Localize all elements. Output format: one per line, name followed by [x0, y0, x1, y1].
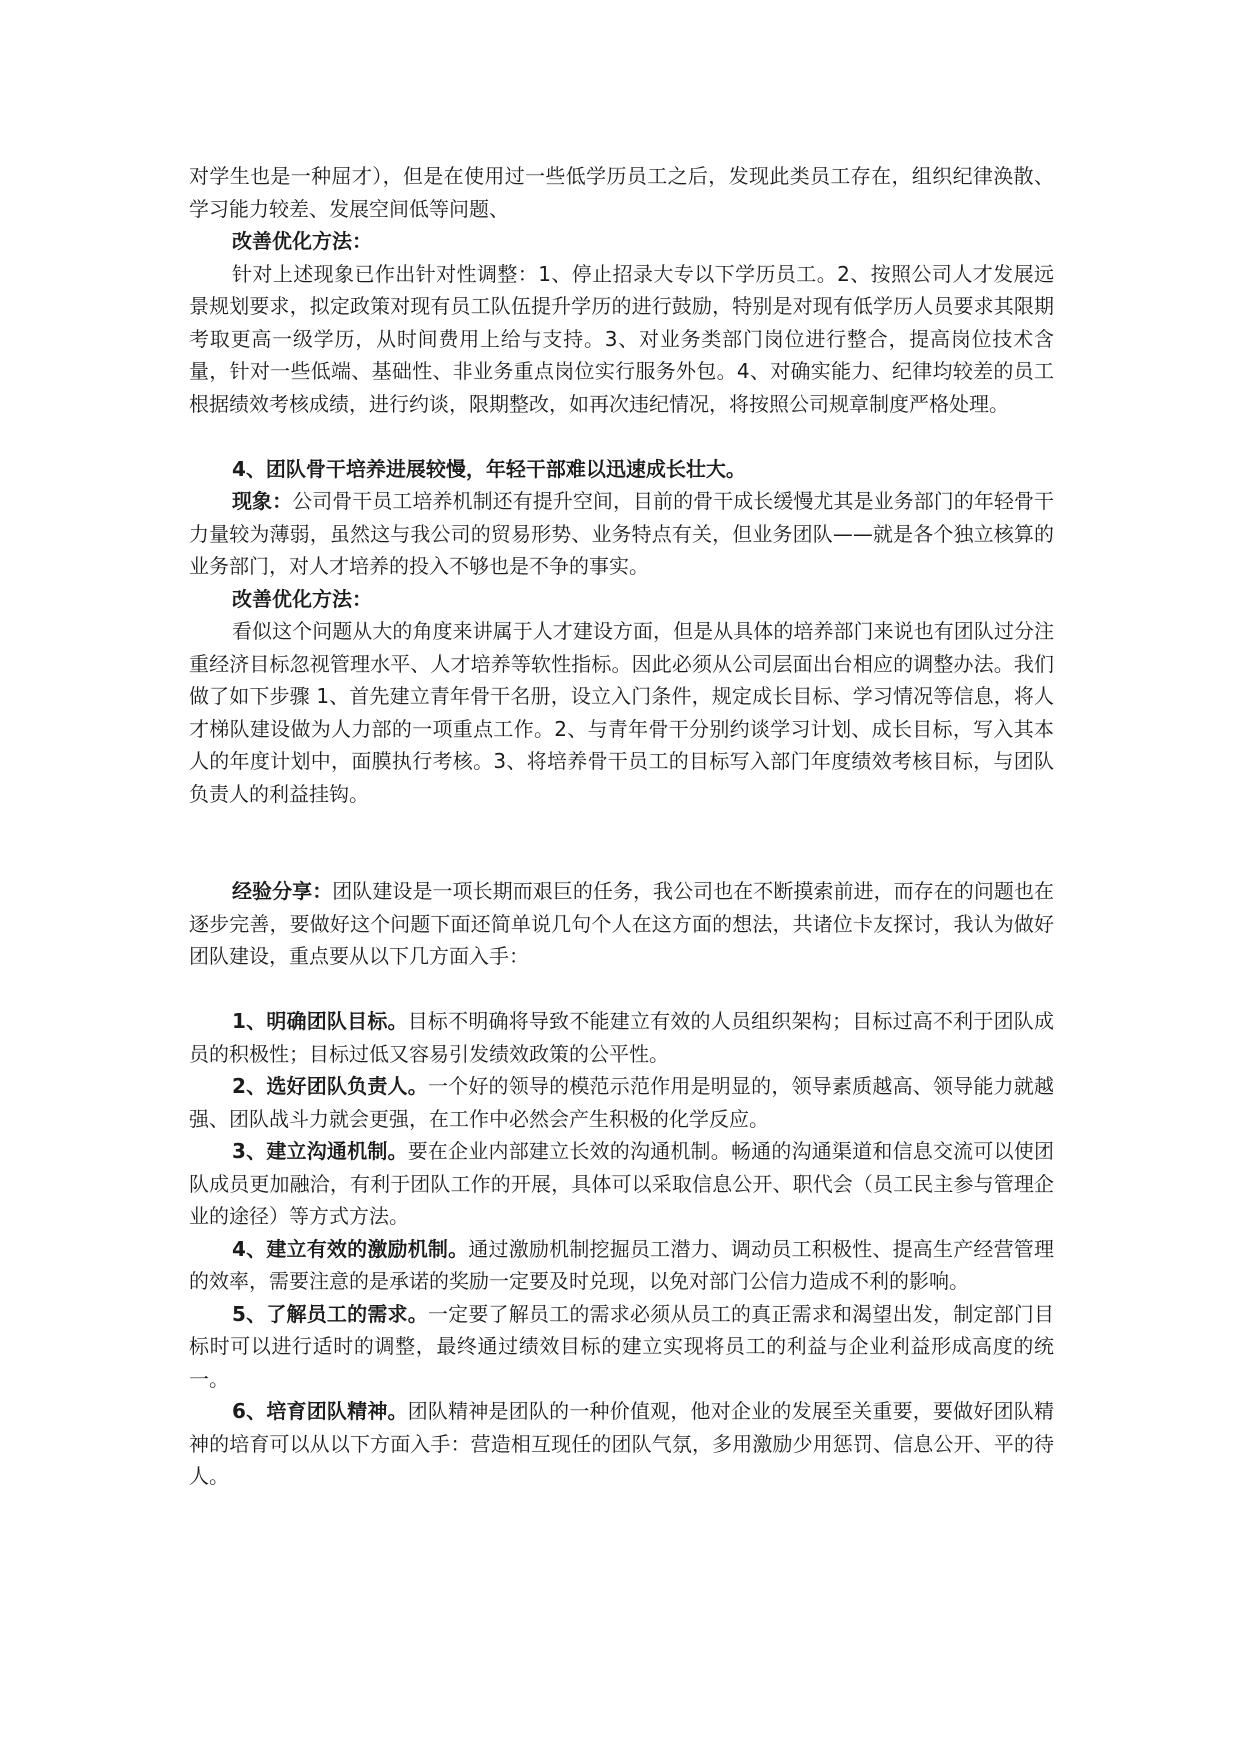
section-4-method-text: 看似这个问题从大的角度来讲属于人才建设方面，但是从具体的培养部门来说也有团队过分注重经济目标忽视管理水平、人才培养等软性指标。因此必须从公司层面出台相应的调整办法。我们做了如下步骤 1、首先建立青年骨干名册，设立入门条件，规定成长目标、学习情况等信息，将人才梯队建设做为人力部的一项重点工作。2、与青年骨干分别约谈学习计划、成长目标，写入其本人的年度计划中，面膜执行考核。3、将培养骨干员工的目标写入部门年度绩效考核目标，与团队负责人的利益挂钩。	[189, 619, 1054, 806]
section-3-method-paragraph	[189, 258, 1054, 421]
point-text: 目标不明确将导致不能建立有效的人员组织架构；目标过高不利于团队成员的积极性；目标过低又容易引发绩效政策的公平性。	[189, 1009, 1054, 1066]
point-paragraph	[189, 1298, 1054, 1396]
point-title: 5、了解员工的需求。	[232, 1301, 428, 1326]
point-paragraph	[189, 1135, 1054, 1233]
spacer	[189, 973, 1054, 1006]
spacer	[189, 420, 1054, 453]
point-title: 4、建立有效的激励机制。	[232, 1236, 469, 1261]
point-title: 1、明确团队目标。	[232, 1009, 408, 1033]
experience-paragraph	[189, 875, 1054, 973]
point-text: 通过激励机制挖掘员工潜力、调动员工积极性、提高生产经营管理的效率，需要注意的是承诺的奖励一定要及时兑现，以免对部门公信力造成不利的影响。	[189, 1236, 1054, 1293]
section-4-heading: 4、团队骨干培养进展较慢，年轻干部难以迅速成长壮大。	[232, 456, 746, 481]
section-3-method-heading: 改善优化方法：	[232, 229, 372, 253]
point-title: 6、培育团队精神。	[232, 1399, 408, 1423]
point-paragraph	[189, 1233, 1054, 1298]
point-paragraph	[189, 1005, 1054, 1070]
point-title: 3、建立沟通机制。	[232, 1139, 408, 1163]
point-text: 一个好的领导的模范示范作用是明显的，领导素质越高、领导能力就越强、团队战斗力就会更强，在工作中必然会产生积极的化学反应。	[189, 1074, 1054, 1131]
section-4-method-heading-paragraph	[189, 583, 1054, 616]
point-text: 团队精神是团队的一种价值观，他对企业的发展至关重要，要做好团队精神的培育可以从以下方面入手：营造相互现任的团队气氛，多用激励少用惩罚、信息公开、平的待人。	[189, 1399, 1054, 1488]
point-text: 要在企业内部建立长效的沟通机制。畅通的沟通渠道和信息交流可以使团队成员更加融洽，有利于团队工作的开展，具体可以采取信息公开、职代会（员工民主参与管理企业的途径）等方式方法。	[189, 1139, 1054, 1228]
section-4-phenomenon-text: 公司骨干员工培养机制还有提升空间，目前的骨干成长缓慢尤其是业务部门的年轻骨干力量较为薄弱，虽然这与我公司的贸易形势、业务特点有关，但业务团队——就是各个独立核算的业务部门，对人才培养的投入不够也是不争的事实。	[189, 489, 1055, 578]
experience-text: 团队建设是一项长期而艰巨的任务，我公司也在不断摸索前进，而存在的问题也在逐步完善，要做好这个问题下面还简单说几句个人在这方面的想法，共诸位卡友探讨，我认为做好团队建设，重点要从以下几方面入手：	[189, 879, 1054, 968]
section-4-phenomenon-label: 现象：	[232, 489, 293, 513]
section-4-phenomenon-paragraph	[189, 485, 1054, 583]
point-title: 2、选好团队负责人。	[232, 1074, 428, 1098]
experience-label: 经验分享：	[232, 879, 333, 903]
section-4-method-paragraph	[189, 615, 1054, 810]
point-paragraph	[189, 1070, 1054, 1135]
spacer	[189, 810, 1054, 875]
point-paragraph	[189, 1395, 1054, 1493]
section-4-method-heading: 改善优化方法：	[232, 586, 372, 611]
section-3-tail-paragraph	[189, 160, 1054, 225]
point-text: 一定要了解员工的需求必须从员工的真正需求和渴望出发，制定部门目标时可以进行适时的调整，最终通过绩效目标的建立实现将员工的利益与企业利益形成高度的统一。	[189, 1301, 1054, 1391]
section-4-heading-paragraph	[189, 453, 1054, 486]
document-page	[189, 160, 1054, 1493]
section-3-method-heading-paragraph	[189, 225, 1054, 258]
section-3-tail-text: 对学生也是一种屈才），但是在使用过一些低学历员工之后，发现此类员工存在，组织纪律涣散、学习能力较差、发展空间低等问题、	[189, 164, 1054, 221]
section-3-method-text: 针对上述现象已作出针对性调整：1、停止招录大专以下学历员工。2、按照公司人才发展远景规划要求，拟定政策对现有员工队伍提升学历的进行鼓励，特别是对现有低学历人员要求其限期考取更高一级学历，从时间费用上给与支持。3、对业务类部门岗位进行整合，提高岗位技术含量，针对一些低端、基础性、非业务重点岗位实行服务外包。4、对确实能力、纪律均较差的员工根据绩效考核成绩，进行约谈，限期整改，如再次违纪情况，将按照公司规章制度严格处理。	[189, 261, 1054, 416]
